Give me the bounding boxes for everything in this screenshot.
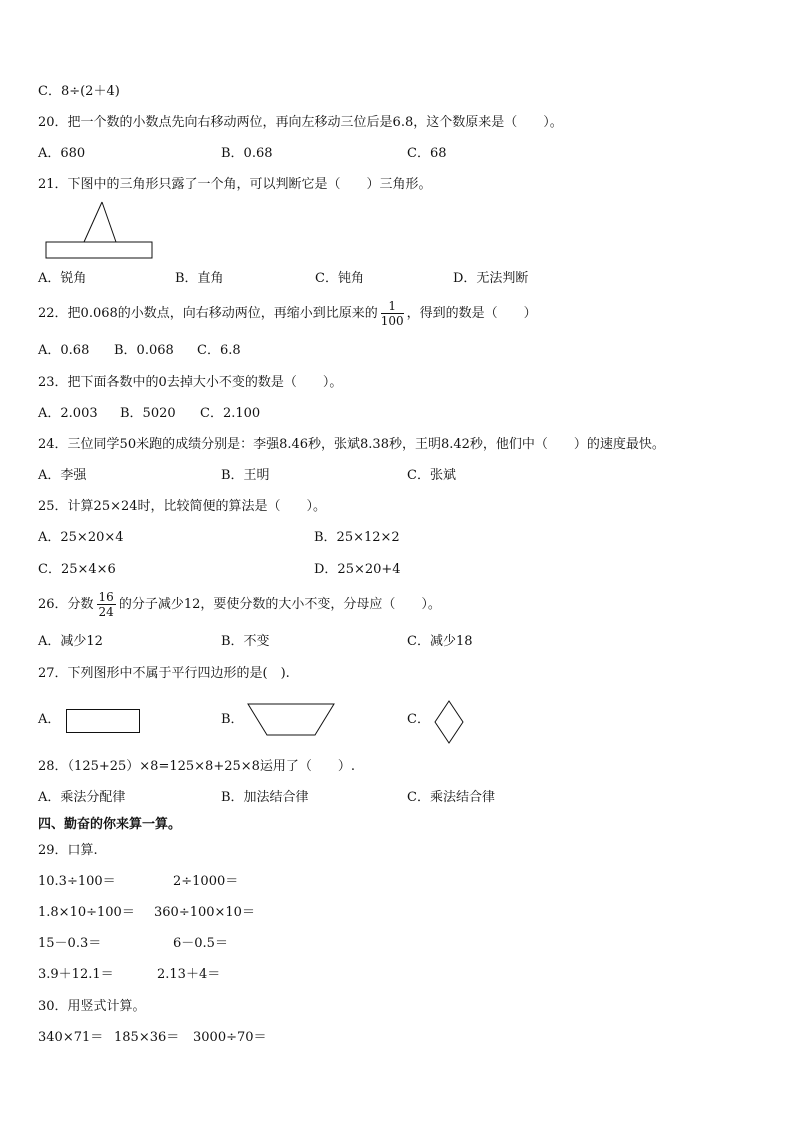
q30-item: 340×71＝ (38, 1030, 104, 1045)
q26-stem-post: 的分子减少12，要使分数的大小不变，分母应（ ）。 (118, 597, 441, 612)
q22-option-a: A．0.68 (38, 343, 90, 358)
q21-option-a: A．锐角 (38, 271, 87, 286)
q28-option-b: B．加法结合律 (221, 790, 309, 805)
q29-item: 2.13＋4＝ (157, 967, 221, 982)
q30-item: 185×36＝ (114, 1030, 180, 1045)
q23-option-b: B．5020 (120, 406, 176, 421)
q23-option-a: A．2.003 (38, 406, 98, 421)
q26-option-b: B．不变 (221, 634, 270, 649)
q29-item: 10.3÷100＝ (38, 874, 116, 889)
q20-option-b: B．0.68 (221, 146, 273, 161)
q21-option-b: B．直角 (175, 271, 224, 286)
q22-option-c: C．6.8 (197, 343, 241, 358)
q21-option-d: D．无法判断 (453, 271, 529, 286)
q26-option-a: A．减少12 (38, 634, 103, 649)
q27-option-b: B． (221, 712, 244, 727)
q24-stem: 24．三位同学50米跑的成绩分别是：李强8.46秒，张斌8.38秒，王明8.42秒，他们中（ ）的速度最快。 (38, 437, 665, 452)
q22-stem-pre: 22．把0.068的小数点，向右移动两位，再缩小到比原来的 (38, 306, 378, 321)
q25-option-a: A．25×20×4 (38, 530, 124, 545)
q20-stem: 20．把一个数的小数点先向右移动两位，再向左移动三位后是6.8，这个数原来是（ ）。 (38, 115, 563, 130)
q21-stem: 21．下图中的三角形只露了一个角，可以判断它是（ ）三角形。 (38, 177, 432, 192)
q27-rectangle-shape (66, 709, 142, 735)
q28-option-c: C．乘法结合律 (407, 790, 495, 805)
q27-option-a: A． (38, 712, 61, 727)
q22-fraction-numerator: 1 (381, 299, 404, 314)
q27-option-c: C． (407, 712, 430, 727)
q24-option-c: C．张斌 (407, 468, 456, 483)
q29-item: 3.9＋12.1＝ (38, 967, 114, 982)
q29-item: 15－0.3＝ (38, 936, 102, 951)
q26-option-c: C．减少18 (407, 634, 473, 649)
q29-item: 2÷1000＝ (173, 874, 239, 889)
q22-fraction-denominator: 100 (380, 314, 404, 328)
q23-stem: 23．把下面各数中的0去掉大小不变的数是（ ）。 (38, 375, 343, 390)
q30-stem: 30．用竖式计算。 (38, 999, 146, 1014)
q22-stem-post: ，得到的数是（ ） (406, 306, 537, 321)
q26-fraction-numerator: 16 (98, 590, 114, 604)
q25-option-c: C．25×4×6 (38, 562, 116, 577)
q28-option-a: A．乘法分配律 (38, 790, 126, 805)
q26-stem-pre: 26．分数 (38, 597, 94, 612)
q30-item: 3000÷70＝ (193, 1030, 267, 1045)
q22-fraction (381, 299, 404, 328)
q21-hidden-triangle-figure (44, 200, 156, 262)
q26-fraction (97, 590, 116, 619)
q25-stem: 25．计算25×24时，比较简便的算法是（ ）。 (38, 499, 327, 514)
q29-item: 360÷100×10＝ (154, 905, 255, 920)
q20-option-a: A．680 (38, 146, 86, 161)
q27-rhombus-shape (434, 700, 466, 746)
q24-option-a: A．李强 (38, 468, 87, 483)
q24-option-b: B．王明 (221, 468, 270, 483)
q26-stem (38, 588, 441, 622)
q27-trapezoid-shape (247, 703, 337, 737)
q20-option-c: C．68 (407, 146, 447, 161)
section-4-heading: 四、勤奋的你来算一算。 (38, 817, 182, 832)
q22-option-b: B．0.068 (114, 343, 174, 358)
q22-stem (38, 298, 537, 330)
q25-option-b: B．25×12×2 (314, 530, 400, 545)
q29-item: 6－0.5＝ (173, 936, 228, 951)
q29-stem: 29．口算. (38, 843, 98, 858)
q23-option-c: C．2.100 (200, 406, 261, 421)
q26-fraction-denominator: 24 (98, 605, 114, 619)
q28-stem: 28．（125+25）×8=125×8+25×8运用了（ ）. (38, 759, 356, 774)
q21-option-c: C．钝角 (315, 271, 364, 286)
q27-stem: 27．下列图形中不属于平行四边形的是( ). (38, 666, 290, 681)
q25-option-d: D．25×20+4 (314, 562, 401, 577)
q29-item: 1.8×10÷100＝ (38, 905, 135, 920)
q19-option-c: C．8÷(2＋4) (38, 84, 120, 99)
